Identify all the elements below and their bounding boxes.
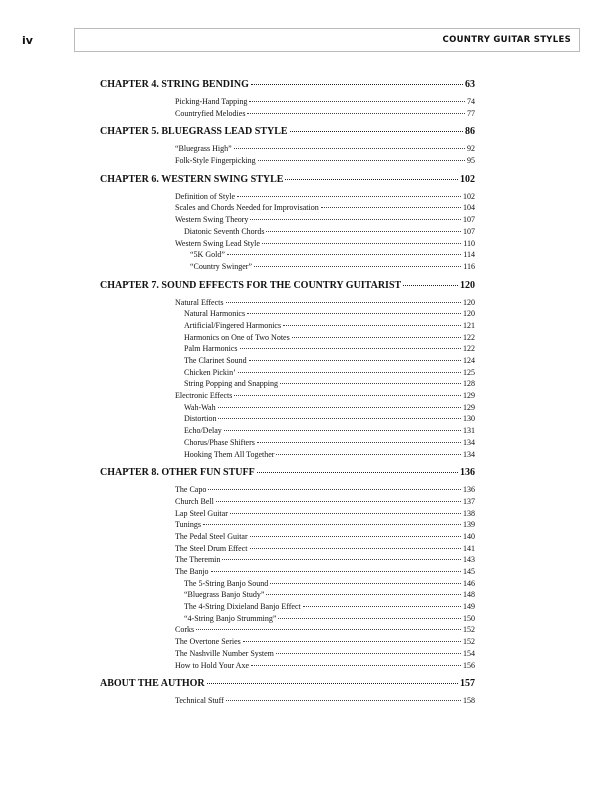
entry-page-number: 141 bbox=[463, 543, 475, 553]
entry-page-number: 150 bbox=[463, 613, 475, 623]
entry-title: Scales and Chords Needed for Improvisation bbox=[175, 203, 319, 213]
dot-leader bbox=[258, 160, 465, 161]
toc-entry[interactable] bbox=[100, 227, 475, 239]
toc-entry[interactable] bbox=[100, 333, 475, 345]
entry-title: Hooking Them All Together bbox=[184, 449, 275, 459]
entry-title: “Bluegrass High” bbox=[175, 144, 232, 154]
entry-page-number: 122 bbox=[463, 344, 475, 354]
entry-title: Natural Effects bbox=[175, 297, 224, 307]
toc-entry[interactable] bbox=[100, 403, 475, 415]
chapter-title: ABOUT THE AUTHOR bbox=[100, 678, 205, 690]
entry-page-number: 116 bbox=[463, 261, 475, 271]
dot-leader bbox=[196, 629, 461, 630]
dot-leader bbox=[211, 571, 461, 572]
chapter-heading-row[interactable] bbox=[100, 678, 475, 694]
page-number: iv bbox=[22, 34, 33, 47]
dot-leader bbox=[257, 472, 458, 473]
chapter-heading-row[interactable] bbox=[100, 126, 475, 142]
dot-leader bbox=[226, 302, 462, 303]
entry-title: Natural Harmonics bbox=[184, 309, 246, 319]
entry-title: Folk-Style Fingerpicking bbox=[175, 156, 256, 166]
entry-title: Western Swing Theory bbox=[175, 215, 249, 225]
toc-entry[interactable] bbox=[100, 156, 475, 168]
toc-entry[interactable] bbox=[100, 414, 475, 426]
dot-leader bbox=[251, 665, 461, 666]
toc-entry[interactable] bbox=[100, 356, 475, 368]
toc-entry[interactable] bbox=[100, 579, 475, 591]
dot-leader bbox=[224, 430, 461, 431]
toc-entry[interactable] bbox=[100, 532, 475, 544]
toc-chapter bbox=[100, 174, 475, 274]
toc-entry[interactable] bbox=[100, 661, 475, 673]
toc-entry[interactable] bbox=[100, 309, 475, 321]
entry-page-number: 149 bbox=[463, 602, 475, 612]
toc-entry[interactable] bbox=[100, 590, 475, 602]
toc-entry[interactable] bbox=[100, 544, 475, 556]
toc-chapter bbox=[100, 467, 475, 672]
entry-page-number: 129 bbox=[463, 391, 475, 401]
chapter-title: CHAPTER 7. SOUND EFFECTS FOR THE COUNTRY GUITARIST bbox=[100, 279, 402, 291]
dot-leader bbox=[218, 418, 461, 419]
entry-title: The Pedal Steel Guitar bbox=[175, 531, 248, 541]
dot-leader bbox=[276, 653, 461, 654]
dot-leader bbox=[218, 407, 461, 408]
toc-entry[interactable] bbox=[100, 379, 475, 391]
entry-title: The Theremin bbox=[175, 555, 221, 565]
dot-leader bbox=[237, 196, 461, 197]
dot-leader bbox=[208, 489, 461, 490]
entry-page-number: 120 bbox=[463, 309, 475, 319]
dot-leader bbox=[250, 219, 461, 220]
entry-page-number: 138 bbox=[463, 508, 475, 518]
entry-page-number: 130 bbox=[463, 414, 475, 424]
entry-title: Wah-Wah bbox=[184, 402, 216, 412]
book-title: COUNTRY GUITAR STYLES bbox=[442, 35, 571, 45]
entry-title: The Banjo bbox=[175, 567, 209, 576]
chapter-page-number: 157 bbox=[460, 678, 475, 690]
dot-leader bbox=[285, 179, 458, 180]
entry-title: “4-String Banjo Strumming” bbox=[184, 613, 277, 623]
entry-page-number: 156 bbox=[463, 660, 475, 670]
entry-page-number: 129 bbox=[463, 402, 475, 412]
dot-leader bbox=[226, 700, 461, 701]
entry-title: Tunings bbox=[175, 520, 201, 530]
entry-page-number: 145 bbox=[463, 567, 475, 576]
entry-page-number: 134 bbox=[463, 437, 475, 447]
entry-page-number: 104 bbox=[463, 203, 475, 213]
dot-leader bbox=[240, 348, 461, 349]
toc-entry[interactable] bbox=[100, 602, 475, 614]
entry-page-number: 152 bbox=[463, 625, 475, 635]
entry-title: Corks bbox=[175, 625, 195, 635]
entry-page-number: 143 bbox=[463, 555, 475, 565]
toc-entry[interactable] bbox=[100, 192, 475, 204]
entry-title: The Steel Drum Effect bbox=[175, 543, 248, 553]
entry-page-number: 125 bbox=[463, 367, 475, 377]
toc-entry[interactable] bbox=[100, 144, 475, 156]
toc-entry[interactable] bbox=[100, 391, 475, 403]
dot-leader bbox=[216, 501, 461, 502]
dot-leader bbox=[247, 313, 461, 314]
dot-leader bbox=[266, 594, 461, 595]
toc-entry[interactable] bbox=[100, 649, 475, 661]
running-header-box bbox=[74, 28, 580, 52]
dot-leader bbox=[257, 442, 461, 443]
dot-leader bbox=[243, 641, 461, 642]
chapter-page-number: 102 bbox=[460, 173, 475, 185]
entry-title: Palm Harmonics bbox=[184, 344, 238, 354]
entry-page-number: 134 bbox=[463, 449, 475, 459]
entry-title: Distortion bbox=[184, 414, 217, 424]
toc-entry[interactable] bbox=[100, 215, 475, 227]
toc-entry[interactable] bbox=[100, 321, 475, 333]
dot-leader bbox=[303, 606, 461, 607]
entry-title: The Nashville Number System bbox=[175, 648, 274, 658]
chapter-heading-row[interactable] bbox=[100, 79, 475, 95]
toc-entry[interactable] bbox=[100, 298, 475, 310]
entry-title: The Capo bbox=[175, 485, 207, 495]
toc-entry[interactable] bbox=[100, 696, 475, 708]
toc-entry[interactable] bbox=[100, 497, 475, 509]
toc-entry[interactable] bbox=[100, 450, 475, 462]
dot-leader bbox=[250, 548, 462, 549]
entry-page-number: 140 bbox=[463, 531, 475, 541]
entry-page-number: 110 bbox=[463, 238, 475, 248]
entry-page-number: 152 bbox=[463, 637, 475, 647]
entry-title: Lap Steel Guitar bbox=[175, 508, 228, 518]
entry-title: Electronic Effects bbox=[175, 391, 233, 401]
chapter-title: CHAPTER 6. WESTERN SWING STYLE bbox=[100, 173, 284, 185]
dot-leader bbox=[207, 683, 458, 684]
entry-title: Countryfied Melodies bbox=[175, 108, 246, 118]
entry-title: String Popping and Snapping bbox=[184, 379, 279, 389]
entry-title: Western Swing Lead Style bbox=[175, 238, 260, 248]
entry-title: The Overtone Series bbox=[175, 637, 241, 647]
chapter-page-number: 136 bbox=[460, 467, 475, 479]
entry-page-number: 107 bbox=[463, 215, 475, 225]
toc-entry[interactable] bbox=[100, 368, 475, 380]
dot-leader bbox=[278, 618, 461, 619]
entry-page-number: 136 bbox=[463, 485, 475, 495]
entry-title: “Bluegrass Banjo Study” bbox=[184, 590, 265, 600]
page-header bbox=[22, 28, 580, 56]
chapter-page-number: 86 bbox=[465, 126, 475, 138]
dot-leader bbox=[292, 337, 461, 338]
entry-page-number: 124 bbox=[463, 356, 475, 365]
entry-title: Diatonic Seventh Chords bbox=[184, 226, 265, 236]
dot-leader bbox=[270, 583, 461, 584]
dot-leader bbox=[222, 559, 461, 560]
toc-entry[interactable] bbox=[100, 203, 475, 215]
dot-leader bbox=[280, 383, 461, 384]
toc-entry[interactable] bbox=[100, 239, 475, 251]
entry-page-number: 95 bbox=[467, 156, 475, 166]
toc-chapter bbox=[100, 79, 475, 120]
dot-leader bbox=[262, 243, 461, 244]
entry-page-number: 154 bbox=[463, 648, 475, 658]
entry-title: “Country Swinger” bbox=[190, 261, 252, 271]
dot-leader bbox=[251, 84, 463, 85]
chapter-heading-row[interactable] bbox=[100, 174, 475, 190]
entry-page-number: 137 bbox=[463, 496, 475, 506]
entry-page-number: 128 bbox=[463, 379, 475, 389]
toc-entry[interactable] bbox=[100, 109, 475, 121]
chapter-heading-row[interactable] bbox=[100, 280, 475, 296]
dot-leader bbox=[238, 372, 461, 373]
chapter-page-number: 63 bbox=[465, 79, 475, 90]
entry-page-number: 77 bbox=[467, 108, 475, 118]
entry-page-number: 121 bbox=[463, 320, 475, 330]
dot-leader bbox=[230, 513, 461, 514]
dot-leader bbox=[266, 231, 461, 232]
dot-leader bbox=[249, 360, 461, 361]
chapter-heading-row[interactable] bbox=[100, 467, 475, 483]
toc-chapter bbox=[100, 126, 475, 167]
dot-leader bbox=[249, 101, 465, 102]
toc-entry[interactable] bbox=[100, 625, 475, 637]
entry-title: Artificial/Fingered Harmonics bbox=[184, 320, 282, 330]
toc-chapter bbox=[100, 678, 475, 708]
toc-entry[interactable] bbox=[100, 485, 475, 497]
dot-leader bbox=[227, 254, 461, 255]
entry-title: “5K Gold” bbox=[190, 250, 225, 260]
chapter-title: CHAPTER 8. OTHER FUN STUFF bbox=[100, 467, 255, 479]
entry-page-number: 107 bbox=[463, 226, 475, 236]
entry-title: Definition of Style bbox=[175, 191, 235, 201]
dot-leader bbox=[250, 536, 461, 537]
dot-leader bbox=[276, 454, 461, 455]
entry-title: Harmonics on One of Two Notes bbox=[184, 332, 290, 342]
toc-entry[interactable] bbox=[100, 97, 475, 109]
dot-leader bbox=[234, 395, 461, 396]
dot-leader bbox=[290, 131, 463, 132]
entry-page-number: 122 bbox=[463, 332, 475, 342]
entry-title: Technical Stuff bbox=[175, 696, 224, 706]
dot-leader bbox=[247, 113, 465, 114]
entry-page-number: 102 bbox=[463, 191, 475, 201]
entry-title: Chorus/Phase Shifters bbox=[184, 437, 255, 447]
toc-entry[interactable] bbox=[100, 614, 475, 626]
toc-entry[interactable] bbox=[100, 509, 475, 521]
entry-page-number: 92 bbox=[467, 144, 475, 154]
entry-title: How to Hold Your Axe bbox=[175, 660, 250, 670]
dot-leader bbox=[403, 285, 458, 286]
dot-leader bbox=[321, 207, 461, 208]
entry-page-number: 158 bbox=[463, 696, 475, 706]
entry-title: Picking-Hand Tapping bbox=[175, 97, 248, 106]
entry-title: The 4-String Dixieland Banjo Effect bbox=[184, 602, 301, 612]
toc-chapter bbox=[100, 280, 475, 462]
toc-entry[interactable] bbox=[100, 438, 475, 450]
chapter-title: CHAPTER 5. BLUEGRASS LEAD STYLE bbox=[100, 126, 288, 138]
entry-title: Echo/Delay bbox=[184, 426, 222, 436]
entry-page-number: 120 bbox=[463, 297, 475, 307]
dot-leader bbox=[254, 266, 461, 267]
entry-title: Church Bell bbox=[175, 496, 214, 506]
toc-entry[interactable] bbox=[100, 567, 475, 579]
entry-page-number: 131 bbox=[463, 426, 475, 436]
entry-title: The Clarinet Sound bbox=[184, 356, 247, 365]
entry-title: The 5-String Banjo Sound bbox=[184, 578, 269, 588]
entry-page-number: 74 bbox=[467, 97, 475, 106]
dot-leader bbox=[203, 524, 461, 525]
entry-page-number: 114 bbox=[463, 250, 475, 260]
dot-leader bbox=[283, 325, 461, 326]
chapter-page-number: 120 bbox=[460, 279, 475, 291]
dot-leader bbox=[234, 148, 465, 149]
toc-entry[interactable] bbox=[100, 344, 475, 356]
table-of-contents bbox=[100, 79, 475, 714]
toc-entry[interactable] bbox=[100, 637, 475, 649]
toc-entry[interactable] bbox=[100, 555, 475, 567]
entry-title: Chicken Pickin’ bbox=[184, 367, 236, 377]
toc-entry[interactable] bbox=[100, 262, 475, 274]
toc-entry[interactable] bbox=[100, 426, 475, 438]
entry-page-number: 146 bbox=[463, 578, 475, 588]
toc-entry[interactable] bbox=[100, 250, 475, 262]
entry-page-number: 148 bbox=[463, 590, 475, 600]
entry-page-number: 139 bbox=[463, 520, 475, 530]
chapter-title: CHAPTER 4. STRING BENDING bbox=[100, 79, 249, 90]
toc-entry[interactable] bbox=[100, 520, 475, 532]
